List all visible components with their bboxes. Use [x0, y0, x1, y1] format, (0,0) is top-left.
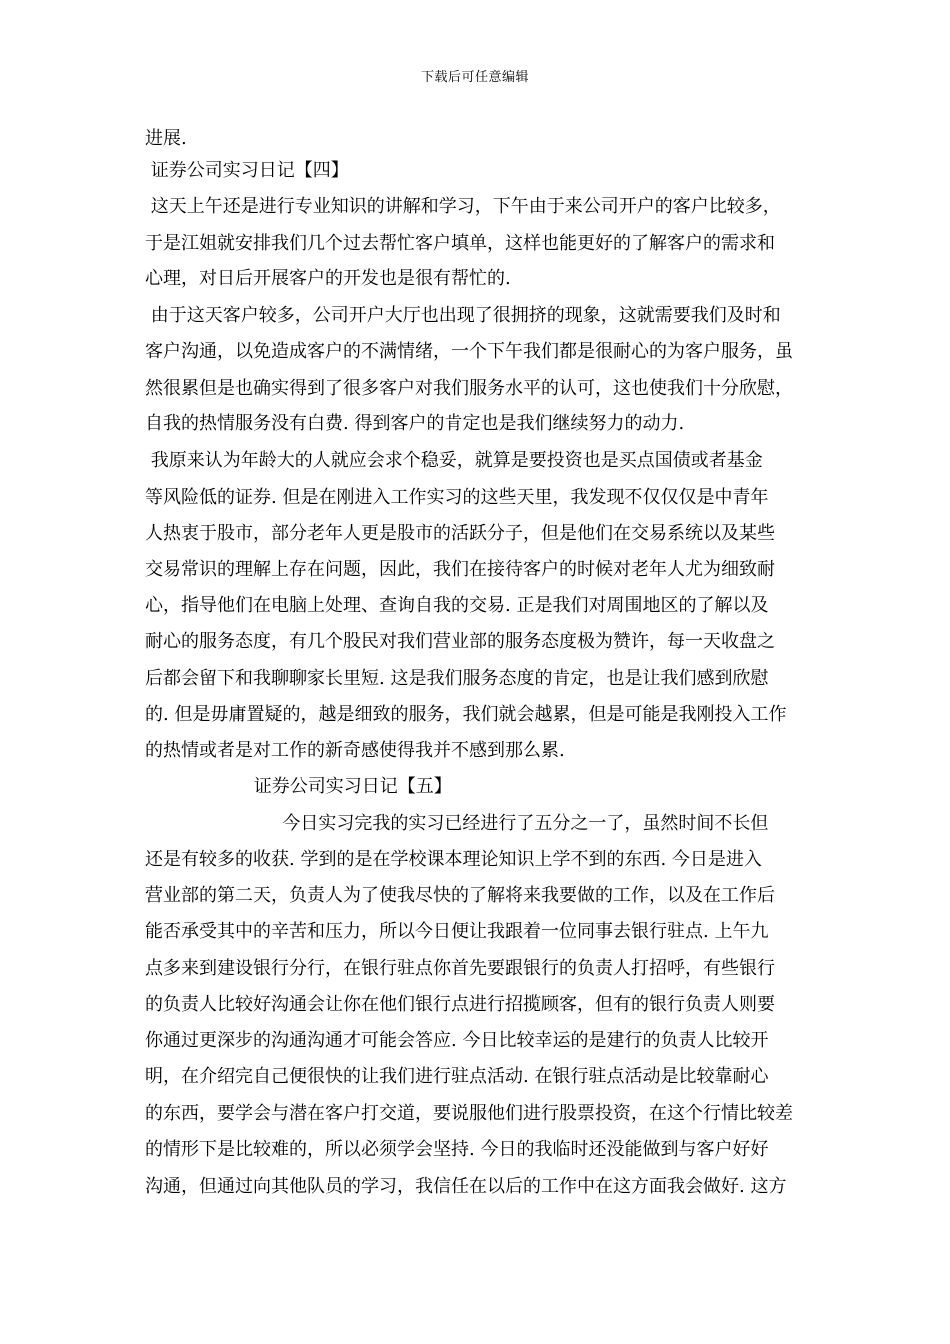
text-line: 你通过更深步的沟通沟通才可能会答应. 今日比较幸运的是建行的负责人比较开 [145, 1030, 769, 1051]
text-line: 交易常识的理解上存在问题，因此，我们在接待客户的时候对老年人尤为细致耐 [145, 559, 775, 580]
text-line: 今日实习完我的实习已经进行了五分之一了，虽然时间不长但 [145, 813, 769, 834]
text-line: 能否承受其中的辛苦和压力，所以今日便让我跟着一位同事去银行驻点. 上午九 [145, 921, 769, 942]
text-line: 的. 但是毋庸置疑的，越是细致的服务，我们就会越累，但是可能是我刚投入工作 [145, 704, 787, 725]
text-line: 证券公司实习日记【五】 [145, 776, 452, 797]
text-line: 心理，对日后开展客户的开发也是很有帮忙的. [145, 268, 511, 289]
text-line: 点多来到建设银行分行，在银行驻点你首先要跟银行的负责人打招呼，有些银行 [145, 958, 775, 979]
text-line: 沟通，但通过向其他队员的学习，我信任在以后的工作中在这方面我会做好. 这方 [145, 1176, 787, 1197]
text-line: 还是有较多的收获. 学到的是在学校课本理论知识上学不到的东西. 今日是进入 [145, 849, 762, 870]
text-line: 心，指导他们在电脑上处理、查询自我的交易. 正是我们对周围地区的了解以及 [145, 595, 769, 616]
text-line: 进展. [145, 128, 187, 149]
text-line: 于是江姐就安排我们几个过去帮忙客户填单，这样也能更好的了解客户的需求和 [145, 233, 775, 254]
text-line: 客户沟通，以免造成客户的不满情绪，一个下午我们都是很耐心的为客户服务，虽 [145, 341, 793, 362]
text-line: 自我的热情服务没有白费. 得到客户的肯定也是我们继续努力的动力. [145, 413, 685, 434]
text-line: 由于这天客户较多，公司开户大厅也出现了很拥挤的现象，这就需要我们及时和 [145, 305, 781, 326]
text-line: 这天上午还是进行专业知识的讲解和学习，下午由于来公司开户的客户比较多， [145, 196, 781, 217]
text-line: 然很累但是也确实得到了很多客户对我们服务水平的认可，这也使我们十分欣慰， [145, 378, 793, 399]
text-line: 的情形下是比较难的，所以必须学会坚持. 今日的我临时还没能做到与客户好好 [145, 1139, 769, 1160]
text-line: 的东西，要学会与潜在客户打交道，要说服他们进行股票投资，在这个行情比较差 [145, 1103, 793, 1124]
text-line: 明，在介绍完自己便很快的让我们进行驻点活动. 在银行驻点活动是比较靠耐心 [145, 1066, 769, 1087]
text-line: 人热衷于股市，部分老年人更是股市的活跃分子，但是他们在交易系统以及某些 [145, 523, 775, 544]
text-line: 证券公司实习日记【四】 [145, 160, 349, 181]
text-line: 的热情或者是对工作的新奇感使得我并不感到那么累. [145, 740, 565, 761]
page-header: 下载后可任意编辑 [420, 70, 529, 85]
text-line: 我原来认为年龄大的人就应会求个稳妥，就算是要投资也是买点国债或者基金 [145, 450, 763, 471]
text-line: 的负责人比较好沟通会让你在他们银行点进行招揽顾客，但有的银行负责人则要 [145, 994, 775, 1015]
text-line: 耐心的服务态度，有几个股民对我们营业部的服务态度极为赞许，每一天收盘之 [145, 631, 775, 652]
text-line: 等风险低的证券. 但是在刚进入工作实习的这些天里，我发现不仅仅仅是中青年 [145, 487, 769, 508]
text-line: 营业部的第二天，负责人为了使我尽快的了解将来我要做的工作，以及在工作后 [145, 885, 775, 906]
text-line: 后都会留下和我聊聊家长里短. 这是我们服务态度的肯定，也是让我们感到欣慰 [145, 668, 769, 689]
